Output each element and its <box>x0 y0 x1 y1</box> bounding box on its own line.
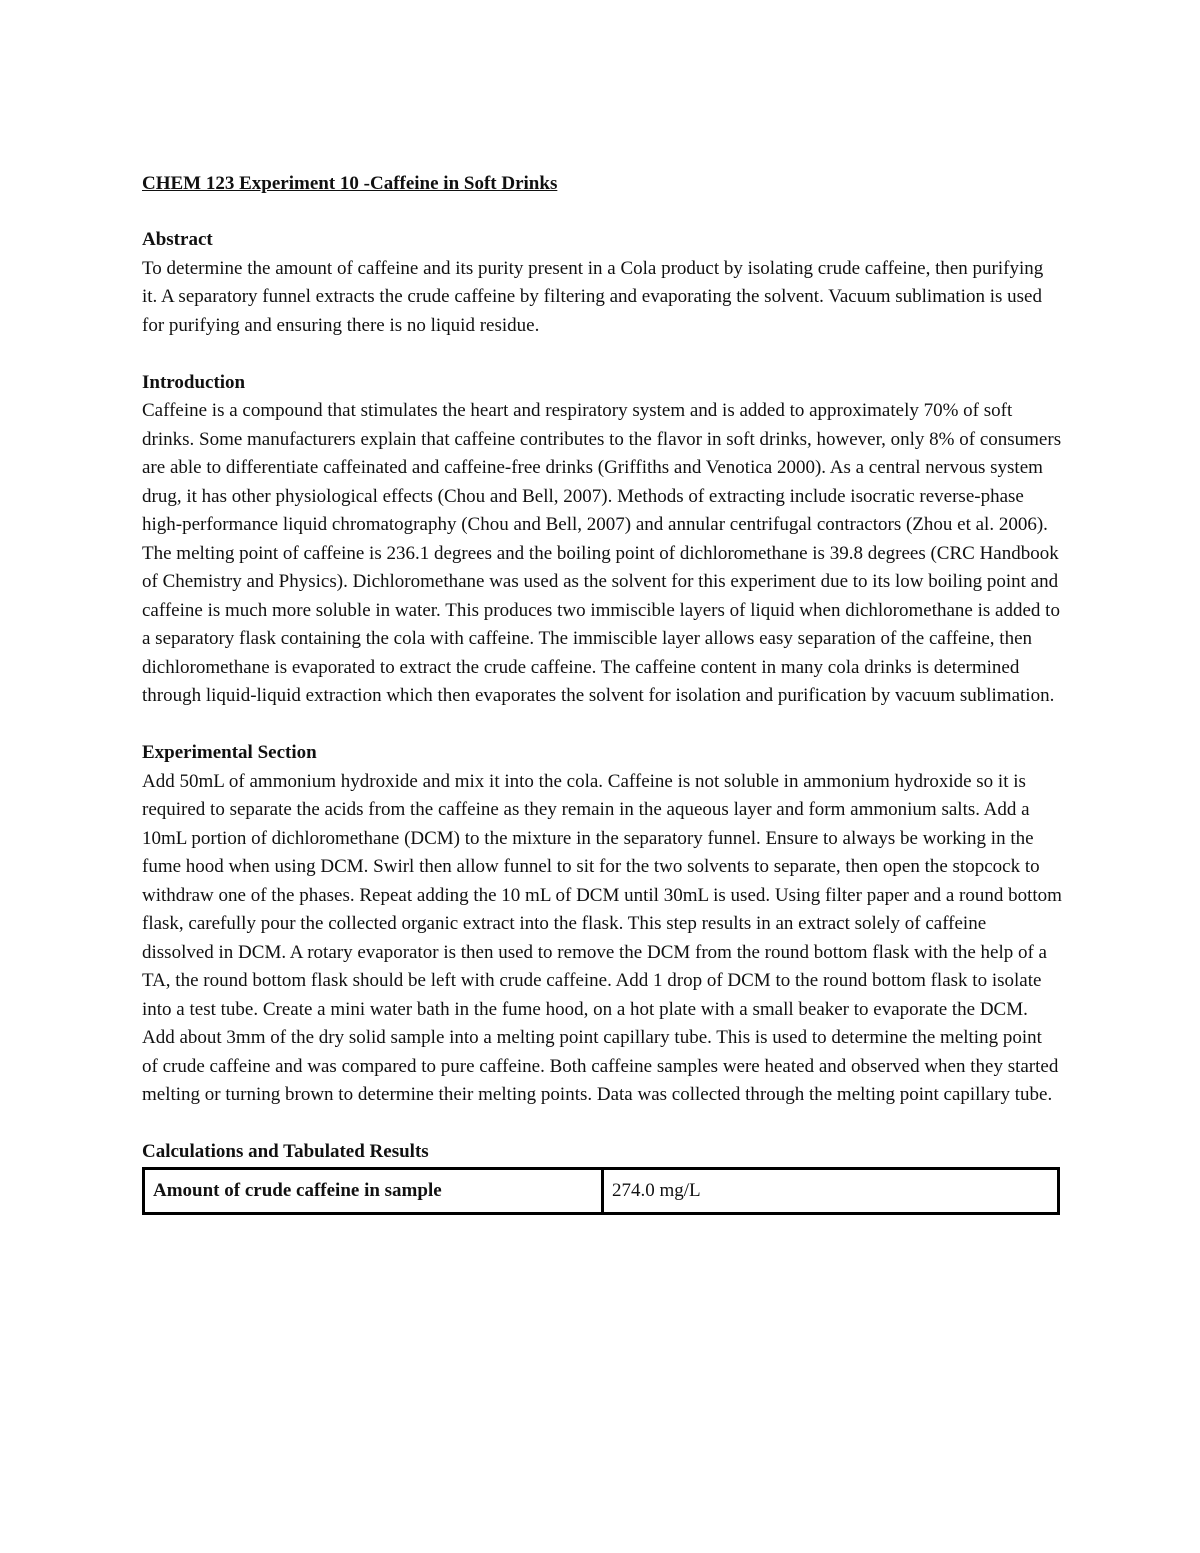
experimental-body: Add 50mL of ammonium hydroxide and mix it into the cola. Caffeine is not soluble in ammonium hydroxide so it is required to separate the acids from the caffeine as they remain in the aqueous layer and form ammonium salts. Add a 10mL portion of dichloromethane (DCM) to the mixture in the separatory funnel. Ensure to always be working in the fume hood when using DCM. Swirl then allow funnel to sit for the two solvents to separate, then open the stopcock to withdraw one of the phases. Repeat adding the 10 mL of DCM until 30mL is used. Using filter paper and a round bottom flask, carefully pour the collected organic extract into the flask. This step results in an extract solely of caffeine dissolved in DCM. A rotary evaporator is then used to remove the DCM from the round bottom flask with the help of a TA, the round bottom flask should be left with crude caffeine. Add 1 drop of DCM to the round bottom flask to isolate into a test tube. Create a mini water bath in the fume hood, on a hot plate with a small beaker to evaporate the DCM. Add about 3mm of the dry solid sample into a melting point capillary tube. This is used to determine the melting point of crude caffeine and was compared to pure caffeine. Both caffeine samples were heated and observed when they started melting or turning brown to determine their melting points. Data was collected through the melting point capillary tube. <box>142 770 1062 1105</box>
results-heading: Calculations and Tabulated Results <box>142 1141 429 1162</box>
table-row <box>144 1168 1059 1213</box>
experimental-section <box>142 739 1062 1110</box>
document-title: CHEM 123 Experiment 10 -Caffeine in Soft Drinks <box>142 173 558 194</box>
abstract-heading: Abstract <box>142 229 213 250</box>
abstract-section <box>142 226 1062 340</box>
results-table <box>142 1167 1060 1215</box>
introduction-section <box>142 369 1062 711</box>
experimental-heading: Experimental Section <box>142 742 317 763</box>
document-page <box>142 170 1062 1215</box>
introduction-heading: Introduction <box>142 371 246 393</box>
introduction-body: Caffeine is a compound that stimulates the heart and respiratory system and is added to approximately 70% of soft drinks. Some manufacturers explain that caffeine contributes to the flavor in soft drinks, however, only 8% of consumers are able to differentiate caffeinated and caffeine-free drinks (Griffiths and Venotica 2000). As a central nervous system drug, it has other physiological effects (Chou and Bell, 2007). Methods of extracting include isocratic reverse-phase high-performance liquid chromatography (Chou and Bell, 2007) and annular centrifugal contractors (Zhou et al. 2006). The melting point of caffeine is 236.1 degrees and the boiling point of dichloromethane is 39.8 degrees (CRC Handbook of Chemistry and Physics). Dichloromethane was used as the solvent for this experiment due to its low boiling point and caffeine is much more soluble in water. This produces two immiscible layers of liquid when dichloromethane is added to a separatory flask containing the cola with caffeine. The immiscible layer allows easy separation of the caffeine, then dichloromethane is evaporated to extract the crude caffeine. The caffeine content in many cola drinks is determined through liquid-liquid extraction which then evaporates the solvent for isolation and purification by vacuum sublimation. <box>142 400 1062 706</box>
abstract-body: To determine the amount of caffeine and its purity present in a Cola product by isolating crude caffeine, then purifying it. A separatory funnel extracts the crude caffeine by filtering and evaporating the solvent. Vacuum sublimation is used for purifying and ensuring there is no liquid residue. <box>142 257 1044 336</box>
results-section <box>142 1138 1062 1215</box>
results-value-cell: 274.0 mg/L <box>603 1168 1059 1213</box>
results-label-cell: Amount of crude caffeine in sample <box>144 1168 603 1213</box>
